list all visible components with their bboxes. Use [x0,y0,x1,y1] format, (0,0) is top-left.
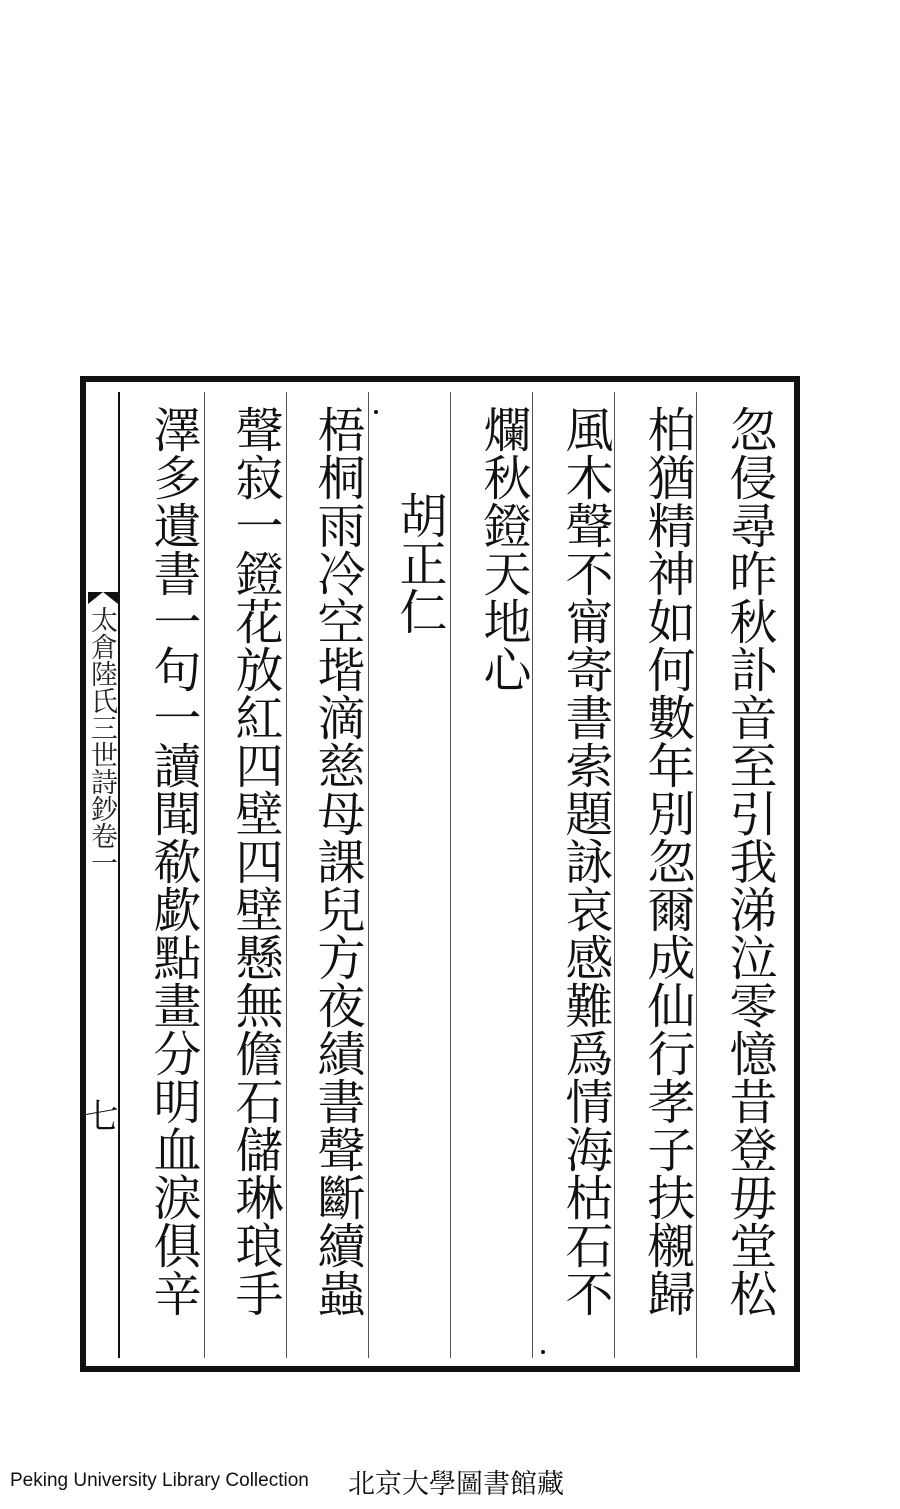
fish-tail-mark [88,592,118,604]
punctuation-dot [374,410,378,414]
column-divider [286,392,287,1358]
poet-name: 胡正仁 [391,491,447,635]
text-column-2: 柏猶精神如何數年別忽爾成仙行孝子扶櫬歸 [639,405,695,1317]
text-column-7: 聲寂一鐙花放紅四壁四壁懸無儋石儲琳琅手 [227,405,283,1317]
page-number: 七 [78,1098,118,1132]
text-column-1: 忽侵尋昨秋訃音至引我涕泣零憶昔登毋堂松 [721,405,777,1317]
column-divider [614,392,615,1358]
column-divider [204,392,205,1358]
punctuation-dot [541,1350,545,1354]
column-divider [450,392,451,1358]
library-credit-english: Peking University Library Collection [10,1470,309,1491]
library-credit-chinese: 北京大學圖書館藏 [348,1469,564,1500]
book-title-margin: 太倉陸氏三世詩鈔卷一 [86,606,117,876]
text-column-6: 梧桐雨冷空堦滴慈母課兒方夜績書聲斷續蟲 [309,405,365,1317]
text-column-3: 風木聲不甯寄書索題詠哀感難爲情海枯石不 [557,405,613,1317]
column-divider [696,392,697,1358]
margin-rule [118,392,120,1358]
column-divider [532,392,533,1358]
text-column-8: 澤多遺書一句一讀聞欷歔點畫分明血淚俱辛 [145,405,201,1317]
text-column-4: 爛秋鐙天地心 [475,405,531,693]
column-divider [368,392,369,1358]
